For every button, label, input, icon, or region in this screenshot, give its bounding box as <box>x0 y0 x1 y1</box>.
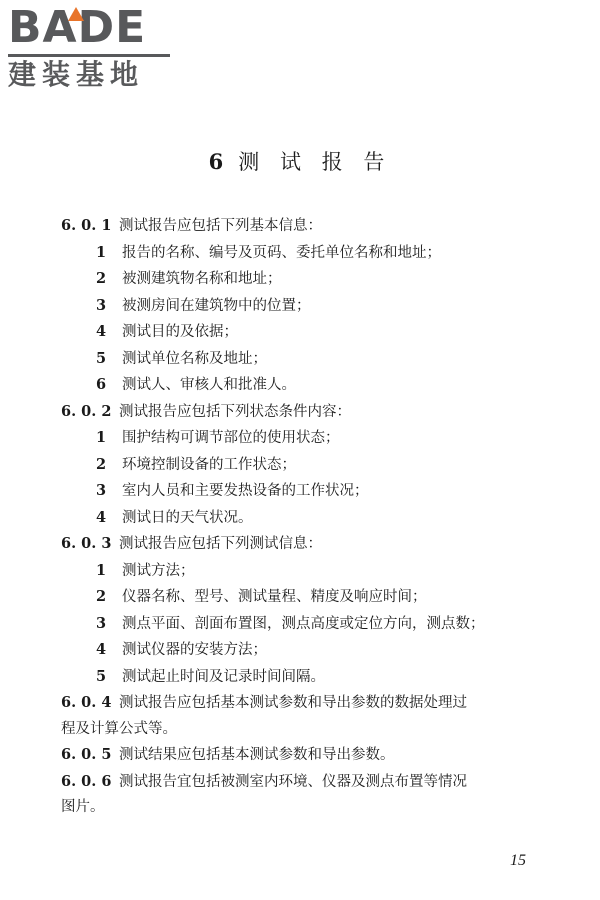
list-item <box>61 372 551 399</box>
bade-logo <box>8 2 176 94</box>
item-number: 5 <box>96 667 107 685</box>
clause-6-0-3 <box>61 531 551 558</box>
clause-6-0-2 <box>61 399 551 426</box>
item-text: 被测建筑物名称和地址； <box>122 271 282 287</box>
item-text: 报告的名称、编号及页码、委托单位名称和地址； <box>122 244 441 261</box>
chapter-number: 6 <box>208 149 231 174</box>
item-text: 室内人员和主要发热设备的工作状况； <box>122 483 369 499</box>
logo-divider <box>8 54 170 57</box>
clause-text-line1: 测试报告应包括基本测试参数和导出参数的数据处理过 <box>119 695 467 711</box>
item-text: 测试日的天气状况。 <box>122 509 253 526</box>
clause-number: 6. 0. 4 <box>61 694 112 711</box>
item-text: 测试方法； <box>122 562 195 579</box>
clause-text-line1: 测试报告宜包括被测室内环境、仪器及测点布置等情况 <box>119 773 467 790</box>
clause-number: 6. 0. 5 <box>61 746 112 763</box>
clause-6-0-4-continued: 程及计算公式等。 <box>61 720 177 737</box>
item-number: 4 <box>96 508 107 526</box>
clause-text: 测试报告应包括下列基本信息： <box>119 218 322 234</box>
item-text: 测试仪器的安装方法； <box>122 642 267 658</box>
clause-text: 测试报告应包括下列状态条件内容： <box>119 403 351 420</box>
item-text: 测试人、审核人和批准人。 <box>122 377 296 393</box>
list-item <box>61 346 551 373</box>
item-text: 测试目的及依据； <box>122 324 238 340</box>
list-item <box>61 319 551 346</box>
list-item <box>61 584 551 611</box>
list-item <box>61 505 551 532</box>
item-number: 5 <box>96 349 107 367</box>
item-number: 1 <box>96 561 107 579</box>
list-item <box>61 664 551 691</box>
item-text: 仪器名称、型号、测试量程、精度及响应时间； <box>122 589 427 605</box>
chapter-title <box>0 148 600 176</box>
clause-6-0-6 <box>61 769 551 796</box>
item-text: 测试单位名称及地址； <box>122 350 267 367</box>
list-item <box>61 240 551 267</box>
clause-number: 6. 0. 3 <box>61 535 112 552</box>
item-text: 测点平面、剖面布置图，测点高度或定位方向，测点数； <box>122 615 485 632</box>
item-number: 6 <box>96 376 107 393</box>
item-number: 1 <box>96 429 107 446</box>
logo-subtitle: 建装基地 <box>8 58 145 91</box>
clause-number: 6. 0. 2 <box>61 402 112 420</box>
logo-brand-text: BADE <box>8 2 147 53</box>
list-item <box>61 293 551 320</box>
list-item <box>61 558 551 585</box>
item-text: 被测房间在建筑物中的位置； <box>122 297 311 314</box>
clause-number: 6. 0. 6 <box>61 772 112 790</box>
item-text: 测试起止时间及记录时间间隔。 <box>122 668 325 685</box>
clause-number: 6. 0. 1 <box>61 217 112 234</box>
clause-6-0-6-continued: 图片。 <box>61 799 105 815</box>
item-number: 3 <box>96 482 107 499</box>
item-text: 围护结构可调节部位的使用状态； <box>122 430 340 446</box>
clause-text: 测试结果应包括基本测试参数和导出参数。 <box>119 747 395 763</box>
list-item <box>61 478 551 505</box>
item-number: 1 <box>96 243 107 261</box>
item-number: 4 <box>96 323 107 340</box>
list-item <box>61 266 551 293</box>
clause-6-0-5 <box>61 742 551 769</box>
chapter-title-text: 测 试 报 告 <box>238 150 392 174</box>
list-item <box>61 452 551 479</box>
item-number: 2 <box>96 270 107 287</box>
item-number: 3 <box>96 614 107 632</box>
clause-text: 测试报告应包括下列测试信息： <box>119 536 322 552</box>
item-number: 2 <box>96 588 107 605</box>
logo-accent-triangle-icon <box>68 7 84 21</box>
clause-6-0-1 <box>61 213 551 240</box>
item-number: 4 <box>96 641 107 658</box>
item-number: 2 <box>96 455 107 473</box>
list-item <box>61 611 551 638</box>
list-item <box>61 425 551 452</box>
list-item <box>61 637 551 664</box>
clause-list <box>61 213 551 821</box>
item-number: 3 <box>96 296 107 314</box>
page-number: 15 <box>510 852 526 869</box>
item-text: 环境控制设备的工作状态； <box>122 456 296 473</box>
clause-6-0-4 <box>61 690 551 717</box>
